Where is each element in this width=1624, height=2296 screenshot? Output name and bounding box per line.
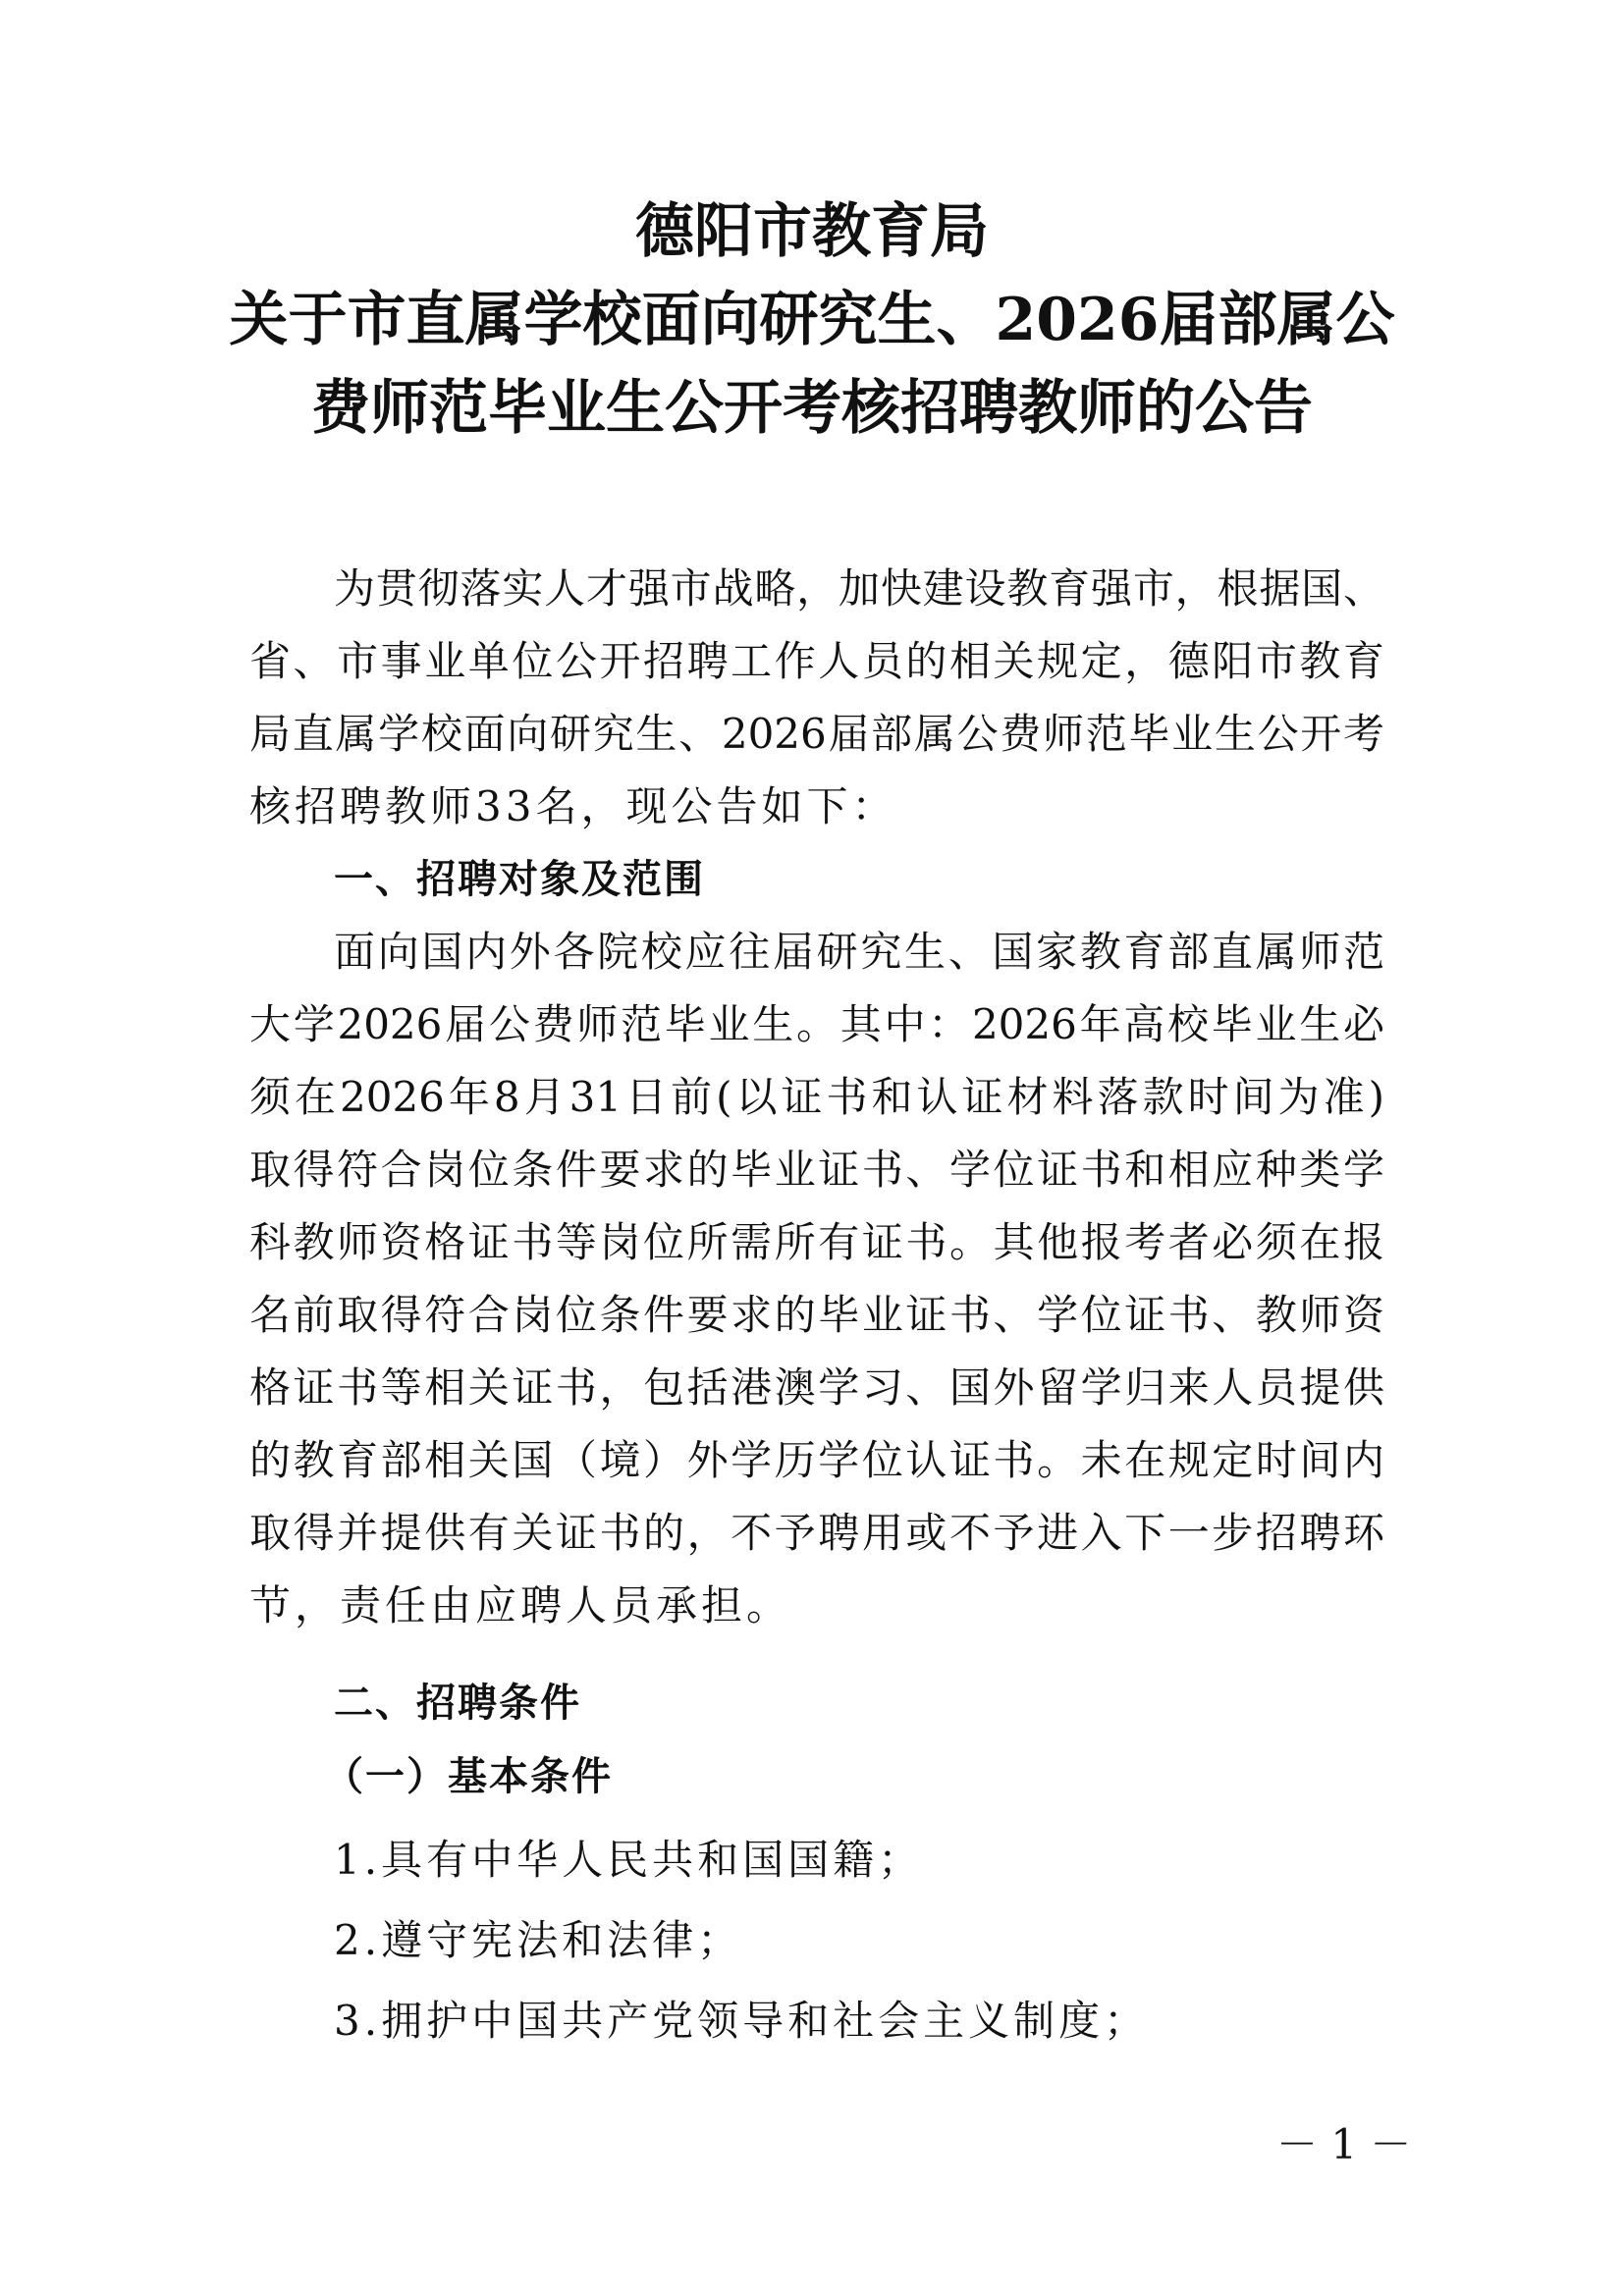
section-1-line-6: 名前取得符合岗位条件要求的毕业证书、学位证书、教师资 — [249, 1291, 1384, 1339]
section-1-line-10: 节，责任由应聘人员承担。 — [249, 1581, 792, 1629]
section-1-line-9: 取得并提供有关证书的，不予聘用或不予进入下一步招聘环 — [249, 1509, 1384, 1557]
section-2-subheading: （一）基本条件 — [324, 1754, 613, 1799]
section-1-line-3: 须在2026年8月31日前(以证书和认证材料落款时间为准) — [249, 1073, 1384, 1121]
condition-item-1: 1.具有中华人民共和国国籍； — [334, 1836, 924, 1884]
condition-item-2: 2.遵守宪法和法律； — [334, 1916, 743, 1964]
section-1-line-7: 格证书等相关证书，包括港澳学习、国外留学归来人员提供 — [249, 1363, 1384, 1412]
section-1-line-1: 面向国内外各院校应往届研究生、国家教育部直属师范 — [334, 928, 1384, 976]
intro-line-1: 为贯彻落实人才强市战略，加快建设教育强市，根据国、 — [334, 564, 1384, 613]
document-title-line-1: 德阳市教育局 — [635, 197, 989, 266]
section-1-line-8: 的教育部相关国（境）外学历学位认证书。未在规定时间内 — [249, 1436, 1384, 1484]
section-1-line-2: 大学2026届公费师范毕业生。其中：2026年高校毕业生必 — [249, 1000, 1384, 1048]
section-2-heading: 二、招聘条件 — [334, 1681, 581, 1726]
section-1-line-4: 取得符合岗位条件要求的毕业证书、学位证书和相应种类学 — [249, 1146, 1384, 1194]
document-title-line-3: 费师范毕业生公开考核招聘教师的公告 — [311, 374, 1313, 443]
intro-line-3: 局直属学校面向研究生、2026届部属公费师范毕业生公开考 — [249, 710, 1384, 758]
section-1-heading: 一、招聘对象及范围 — [334, 857, 705, 902]
section-1-line-5: 科教师资格证书等岗位所需所有证书。其他报考者必须在报 — [249, 1218, 1384, 1266]
document-title-line-2: 关于市直属学校面向研究生、2026届部属公 — [229, 286, 1395, 354]
condition-item-3: 3.拥护中国共产党领导和社会主义制度； — [334, 1997, 1150, 2045]
page-number: － 1 － — [1276, 2120, 1412, 2168]
intro-line-2: 省、市事业单位公开招聘工作人员的相关规定，德阳市教育 — [249, 637, 1384, 685]
intro-line-4: 核招聘教师33名，现公告如下： — [249, 782, 897, 830]
